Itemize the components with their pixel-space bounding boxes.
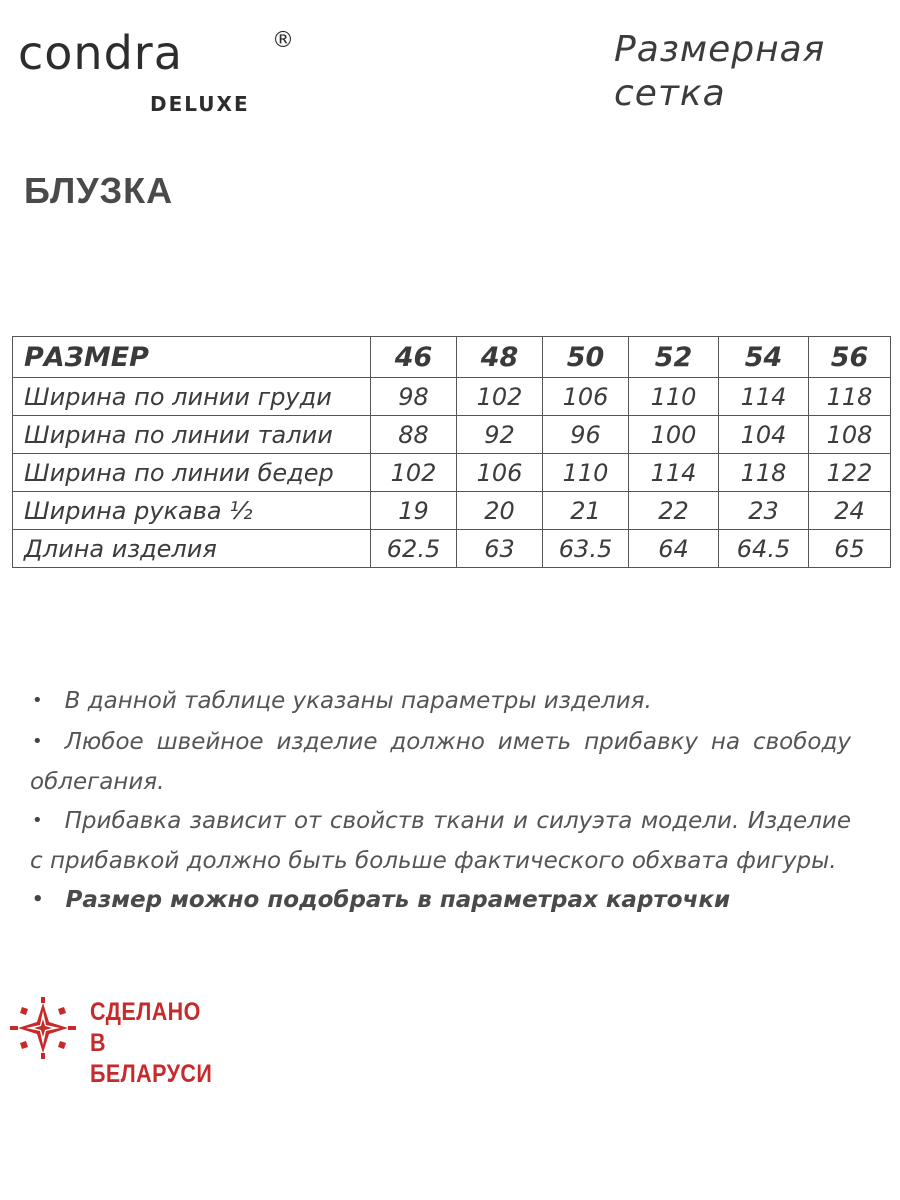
measurement-value: 102 [457,378,543,416]
measurement-value: 92 [457,416,543,454]
measurement-value: 63 [457,530,543,568]
measurement-value: 106 [543,378,629,416]
measurement-label: Ширина по линии талии [13,416,371,454]
badge-line-1: СДЕЛАНО [90,998,201,1026]
size-header-cell: 56 [809,337,891,378]
size-column-label: РАЗМЕР [13,337,371,378]
bullet-icon: • [32,730,43,752]
note-text: В данной таблице указаны параметры изделия. [64,688,652,714]
logo-subline: DELUXE [150,92,250,116]
table-row [13,378,891,416]
measurement-value: 104 [719,416,809,454]
measurement-value: 110 [543,454,629,492]
measurement-value: 100 [629,416,719,454]
page-title-line-1: Размерная [614,29,826,70]
size-header-cell: 54 [719,337,809,378]
measurement-value: 108 [809,416,891,454]
size-header-cell: 52 [629,337,719,378]
measurement-value: 65 [809,530,891,568]
measurement-value: 98 [371,378,457,416]
measurement-value: 88 [371,416,457,454]
badge-line-2: В БЕЛАРУСИ [90,1029,213,1088]
measurement-value: 20 [457,492,543,530]
measurement-label: Длина изделия [13,530,371,568]
size-header-cell: 50 [543,337,629,378]
note-text: Размер можно подобрать в параметрах карточки [65,886,731,913]
registered-mark: ® [272,28,294,53]
measurement-value: 114 [629,454,719,492]
measurement-value: 19 [371,492,457,530]
measurement-value: 64.5 [719,530,809,568]
measurement-value: 21 [543,492,629,530]
note-text: Прибавка зависит от свойств ткани и силуэта модели. Изделие с прибавкой должно быть больше фактического обхвата фигуры. [30,807,851,874]
badge-label [90,997,219,1090]
table-row [13,416,891,454]
ornament-icon [10,997,76,1059]
note-item [30,682,851,723]
note-item [30,881,851,922]
measurement-value: 96 [543,416,629,454]
table-row [13,530,891,568]
measurement-value: 110 [629,378,719,416]
size-table [12,336,891,568]
measurement-value: 22 [629,492,719,530]
brand-logo [18,26,308,116]
note-text: Любое швейное изделие должно иметь прибавку на свободу облегания. [30,728,851,795]
product-name: БЛУЗКА [24,170,174,211]
measurement-value: 63.5 [543,530,629,568]
table-header-row [13,337,891,378]
measurement-value: 106 [457,454,543,492]
measurement-label: Ширина по линии груди [13,378,371,416]
note-item [30,802,851,881]
size-header-cell: 48 [457,337,543,378]
measurement-value: 24 [809,492,891,530]
logo-wordmark: condra [18,26,183,80]
note-item [30,723,851,802]
size-header-cell: 46 [371,337,457,378]
measurement-value: 62.5 [371,530,457,568]
measurement-label: Ширина по линии бедер [13,454,371,492]
bullet-icon: • [32,809,43,831]
page-title [614,28,874,116]
measurement-value: 114 [719,378,809,416]
measurement-value: 118 [719,454,809,492]
measurement-label: Ширина рукава ½ [13,492,371,530]
made-in-belarus-badge [10,995,240,1088]
measurement-value: 23 [719,492,809,530]
measurement-value: 64 [629,530,719,568]
measurement-value: 118 [809,378,891,416]
notes-list [30,682,851,921]
table-row [13,454,891,492]
table-row [13,492,891,530]
measurement-value: 122 [809,454,891,492]
page-title-line-2: сетка [614,73,726,114]
bullet-icon: • [32,690,43,711]
bullet-icon: • [32,888,44,910]
measurement-value: 102 [371,454,457,492]
